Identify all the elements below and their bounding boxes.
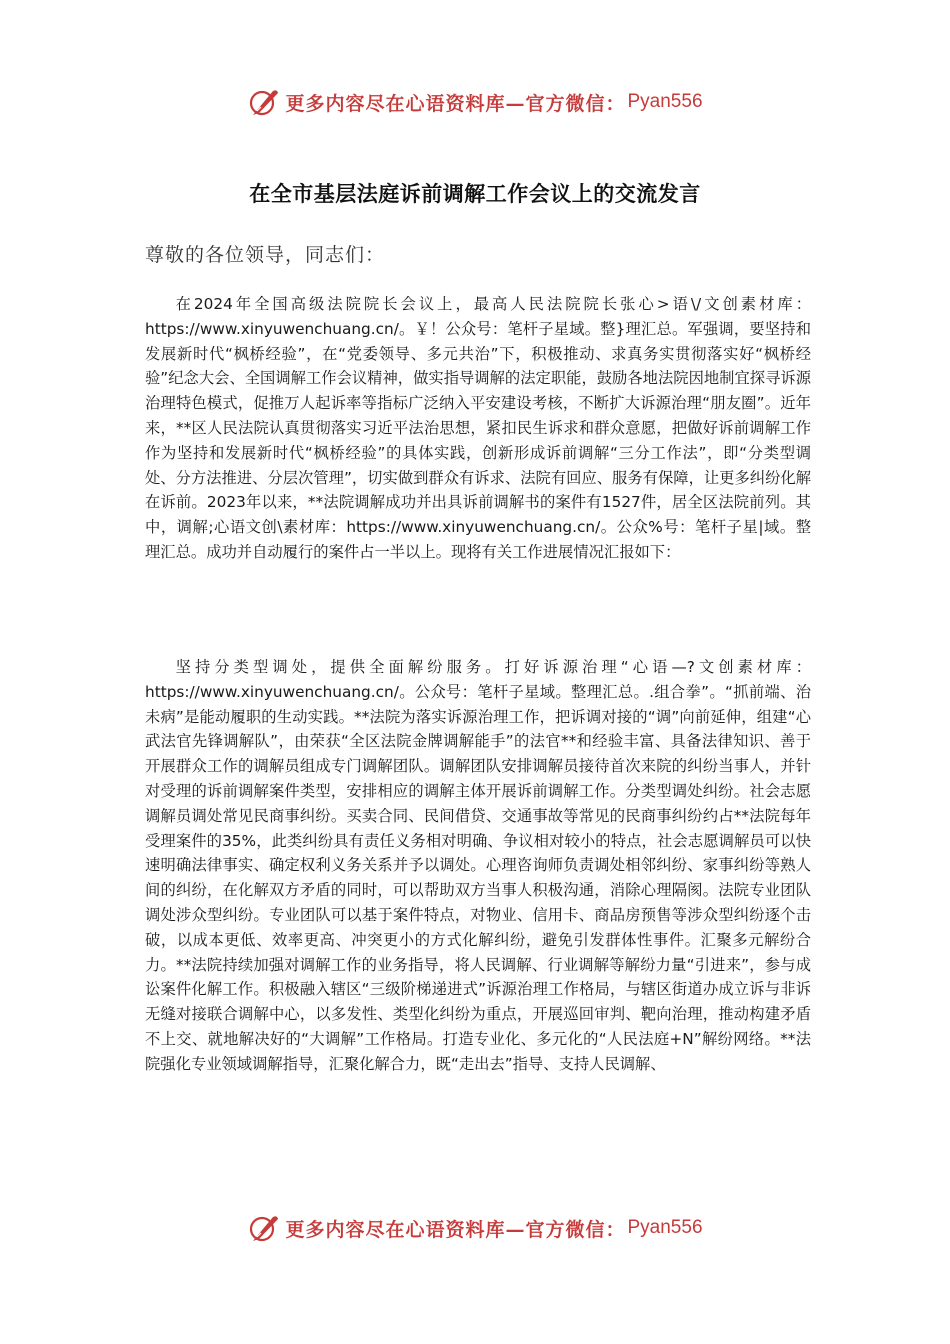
- salutation: 尊敬的各位领导，同志们：: [145, 244, 386, 266]
- paragraph: 坚持分类型调处，提供全面解纷服务。打好诉源治理“心语—?文创素材库：https://www.xinyuwenchuang.cn/。公众号：笔杆子星域。整理汇总。.组合拳”。“抓前端、治未病”是能动履职的生动实践。**法院为落实诉源治理工作，把诉调对接的“调”向前延伸，组建“心武法官先锋调解队”，由荣获“全区法院金牌调解能手”的法官**和经验丰富、具备法律知识、善于开展群众工作的调解员组成专门调解团队。调解团队安排调解员接待首次来院的纠纷当事人，并针对受理的诉前调解案件类型，安排相应的调解主体开展诉前调解工作。分类型调处纠纷。社会志愿调解员调处常见民商事纠纷。买卖合同、民间借贷、交通事故等常见的民商事纠纷约占**法院每年受理案件的35%，此类纠纷具有责任义务相对明确、争议相对较小的特点，社会志愿调解员可以快速明确法律事实、确定权利义务关系并予以调处。心理咨询师负责调处相邻纠纷、家事纠纷等熟人间的纠纷，在化解双方矛盾的同时，可以帮助双方当事人积极沟通，消除心理隔阂。法院专业团队调处涉众型纠纷。专业团队可以基于案件特点，对物业、信用卡、商品房预售等涉众型纠纷逐个击破，以成本更低、效率更高、冲突更小的方式化解纠纷，避免引发群体性事件。汇聚多元解纷合力。**法院持续加强对调解工作的业务指导，将人民调解、行业调解等解纷力量“引进来”，参与成讼案件化解工作。积极融入辖区“三级阶梯递进式”诉源治理工作格局，与辖区街道办成立诉与非诉无缝对接联合调解中心，以多发性、类型化纠纷为重点，开展巡回审判、靶向治理，推动构建矛盾不上交、就地解决好的“大调解”工作格局。打造专业化、多元化的“人民法庭+N”解纷网络。**法院强化专业领域调解指导，汇聚化解合力，既“走出去”指导、支持人民调解、: [145, 658, 811, 1073]
- watermark-text: 更多内容尽在心语资料库—官方微信：: [285, 1218, 626, 1241]
- footer-watermark-banner: [0, 1208, 950, 1248]
- quill-logo-icon: [247, 1211, 281, 1245]
- header-watermark-banner: [0, 82, 950, 122]
- watermark-wechat-id: Pyan556: [627, 91, 703, 112]
- quill-logo-icon: [247, 85, 281, 119]
- watermark-text: 更多内容尽在心语资料库—官方微信：: [285, 92, 626, 115]
- paragraph: 在2024年全国高级法院院长会议上，最高人民法院院长张心>语\/文创素材库：https://www.xinyuwenchuang.cn/。￥！公众号：笔杆子星域。整}理汇总。军强调，要坚持和发展新时代“枫桥经验”，在“党委领导、多元共治”下，积极推动、求真务实贯彻落实好“枫桥经验”纪念大会、全国调解工作会议精神，做实指导调解的法定职能，鼓励各地法院因地制宜探寻诉源治理特色模式，促推万人起诉率等指标广泛纳入平安建设考核，不断扩大诉源治理“朋友圈”。近年来，**区人民法院认真贯彻落实习近平法治思想，紧扣民生诉求和群众意愿，把做好诉前调解工作作为坚持和发展新时代“枫桥经验”的具体实践，创新形成诉前调解“三分工作法”，即“分类型调处、分方法推进、分层次管理”，切实做到群众有诉求、法院有回应、服务有保障，让更多纠纷化解在诉前。2023年以来，**法院调解成功并出具诉前调解书的案件有1527件，居全区法院前列。其中，调解;心语文创\素材库：https://www.xinyuwenchuang.cn/。公众%号：笔杆子星|域。整理汇总。成功并自动履行的案件占一半以上。现将有关工作进展情况汇报如下：: [145, 295, 811, 561]
- document-title: 在全市基层法庭诉前调解工作会议上的交流发言: [249, 182, 701, 206]
- watermark-wechat-id: Pyan556: [627, 1217, 703, 1238]
